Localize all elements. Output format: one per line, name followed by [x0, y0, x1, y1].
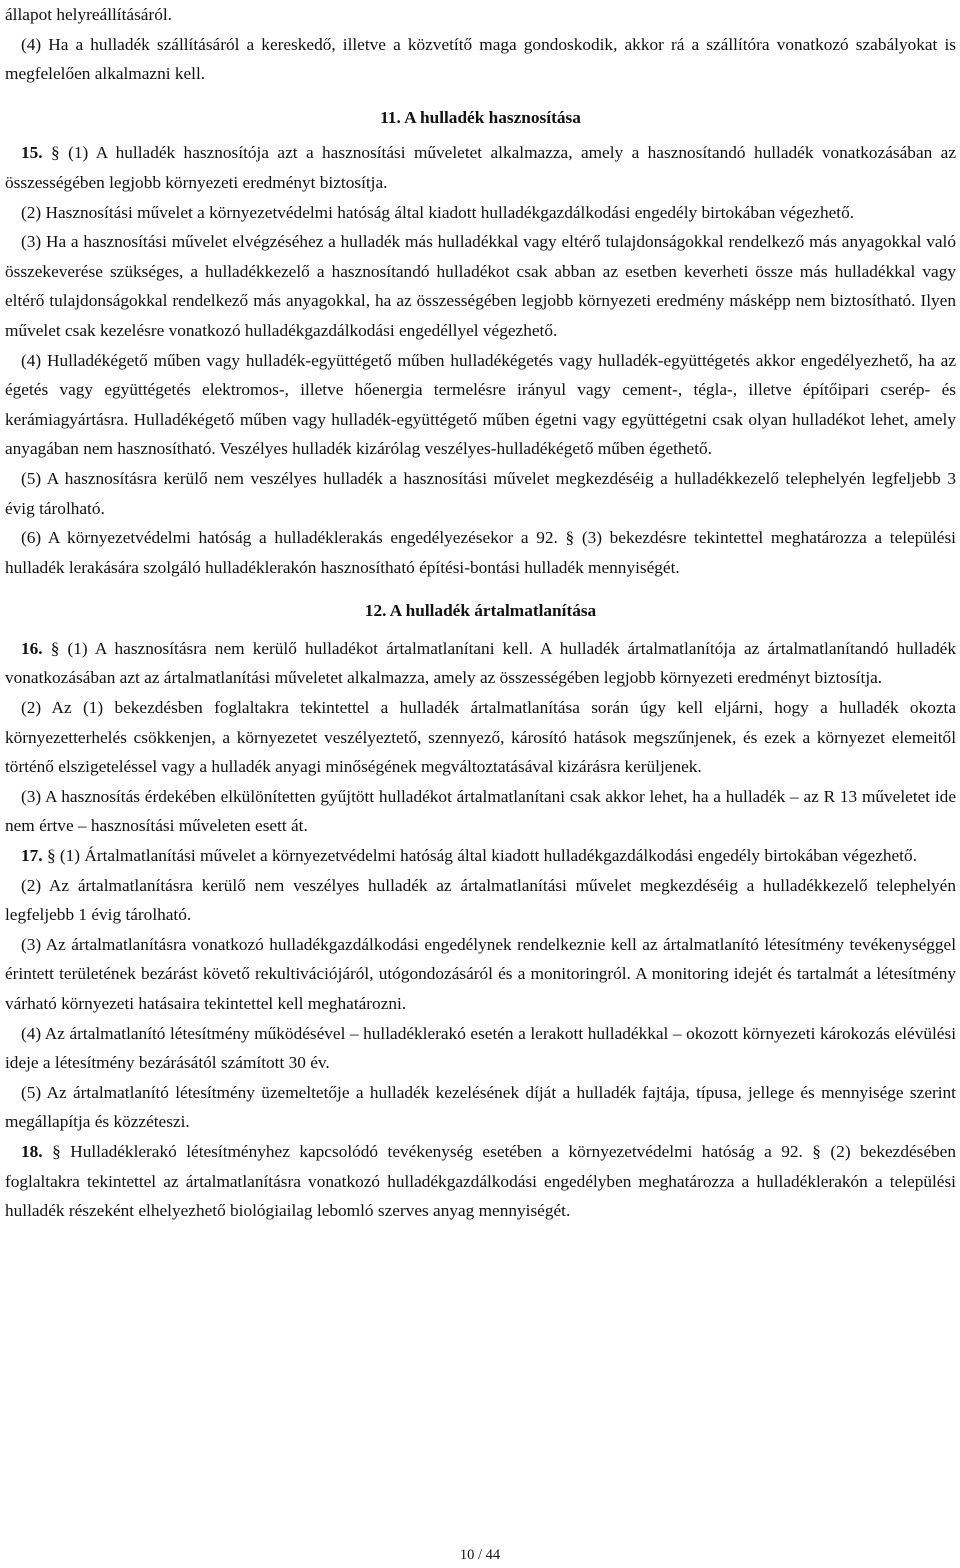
section-16-paragraph-1 [5, 634, 956, 693]
section-sign: § [52, 1141, 61, 1161]
section-sign: § [51, 143, 60, 163]
section-17-paragraph-4: (4) Az ártalmatlanító létesítmény működésével – hulladéklerakó esetén a lerakott hulladékkal – okozott környezeti károkozás elévülési ideje a létesítmény bezárásától számított 30 év. [5, 1023, 956, 1073]
section-17-paragraph-2: (2) Az ártalmatlanításra kerülő nem veszélyes hulladék az ártalmatlanítási művelet megkezdéséig a hulladékkezelő telephelyén legfeljebb 1 évig tárolható. [5, 875, 956, 925]
paragraph-text: Hulladéklerakó létesítményhez kapcsolódó tevékenység esetében a környezetvédelmi hatóság a 92. § (2) bekezdésében foglaltakra tekintettel az ártalmatlanításra vonatkozó hulladékgazdálkodási engedélyben meghatározza a hulladéklerakón a települési hulladék részeként elhelyezhető biológiailag lebomló szerves anyag mennyiségét. [5, 1141, 956, 1221]
section-15-paragraph-3: (3) Ha a hasznosítási művelet elvégzéséhez a hulladék más hulladékkal vagy eltérő tulajdonságokkal rendelkező más anyagokkal való összekeverése szükséges, a hulladékkezelő a hasznosítandó hulladékot csak abban az esetben keverheti össze más hulladékkal vagy eltérő tulajdonságokkal rendelkező más anyagokkal, ha az összességében legjobb környezeti eredmény másképp nem biztosítható. Ilyen művelet csak kezelésre vonatkozó hulladékgazdálkodási engedéllyel végezhető. [5, 232, 956, 340]
section-17-paragraph-5: (5) Az ártalmatlanító létesítmény üzemeltetője a hulladék kezelésének díját a hulladék fajtája, típusa, jellege és mennyisége szerint megállapítja és közzéteszi. [5, 1082, 956, 1132]
chapter-heading-12: 12. A hulladék ártalmatlanítása [364, 601, 597, 621]
section-15-paragraph-6: (6) A környezetvédelmi hatóság a hulladéklerakás engedélyezésekor a 92. § (3) bekezdésre tekintettel meghatározza a települési hulladék lerakására szolgáló hulladéklerakón hasznosítható építési-bontási hulladék mennyiségét. [5, 528, 956, 577]
section-17-paragraph-3: (3) Az ártalmatlanításra vonatkozó hulladékgazdálkodási engedélynek rendelkeznie kell az ártalmatlanító létesítmény tevékenységgel érintett területének bezárást követő rekultivációjáról, utógondozásáról és a monitoringról. A monitoring idejét és tartalmát a létesítmény várható környezeti hatásaira tekintettel kell meghatározni. [5, 934, 956, 1013]
paragraph-previous-4: (4) Ha a hulladék szállításáról a kereskedő, illetve a közvetítő maga gondoskodik, akkor rá a szállítóra vonatkozó szabályokat is megfelelően alkalmazni kell. [5, 34, 956, 84]
paragraph-text: (1) A hulladék hasznosítója azt a hasznosítási műveletet alkalmazza, amely a hasznosítandó hulladék vonatkozásában az összességében legjobb környezeti eredményt biztosítja. [5, 143, 957, 192]
section-15-paragraph-5: (5) A hasznosításra kerülő nem veszélyes hulladék a hasznosítási művelet megkezdéséig a hulladékkezelő telephelyén legfeljebb 3 évig tárolható. [5, 468, 956, 518]
section-sign: § [50, 638, 60, 658]
section-number: 17. [21, 846, 43, 866]
section-16-paragraph-3: (3) A hasznosítás érdekében elkülönítetten gyűjtött hulladékot ártalmatlanítani csak akkor lehet, ha a hulladék – az R 13 műveletet ide nem értve – hasznosítási műveleten esett át. [5, 786, 956, 836]
section-number: 16. [21, 638, 43, 658]
section-17-paragraph-1 [5, 841, 956, 871]
section-number: 18. [21, 1141, 43, 1161]
section-sign: § [46, 846, 56, 866]
section-number: 15. [21, 143, 43, 163]
section-18-paragraph-1 [5, 1137, 956, 1226]
section-16-paragraph-2: (2) Az (1) bekezdésben foglaltakra tekintettel a hulladék ártalmatlanítása során úgy kell eljárni, hogy a hulladék okozta környezetterhelés csökkenjen, a környezetet veszélyeztető, szennyező, károsító hatások megszűnjenek, és ezek a környezet elemeitől történő elszigeteléssel vagy a hulladék anyagi minőségének megváltoztatásával kizárásra kerüljenek. [5, 698, 956, 777]
section-15-paragraph-4: (4) Hulladékégető műben vagy hulladék-együttégető műben hulladékégetés vagy hulladék-együttégetés akkor engedélyezhető, ha az égetés vagy együttégetés elektromos-, illetve hőenergia termelésre irányul vagy cement-, tégla-, illetve építőipari cserép- és kerámiagyártásra. Hulladékégető műben vagy hulladék-együttégető műben égetni vagy együttégetni csak olyan hulladékot lehet, amely anyagában nem hasznosítható. Veszélyes hulladék kizárólag veszélyes-hulladékégető műben égethető. [5, 350, 956, 459]
section-15-paragraph-2: (2) Hasznosítási művelet a környezetvédelmi hatóság által kiadott hulladékgazdálkodási engedély birtokában végezhető. [21, 202, 855, 222]
document-page [5, 0, 956, 1226]
paragraph-text: (1) A hasznosításra nem kerülő hulladékot ártalmatlanítani kell. A hulladék ártalmatlanítója az ártalmatlanítandó hulladék vonatkozásában azt az ártalmatlanítási műveletet alkalmazza, amely az összességében legjobb környezeti eredményt biztosítja. [5, 638, 956, 688]
paragraph-text: (1) Ártalmatlanítási művelet a környezetvédelmi hatóság által kiadott hulladékgazdálkodási engedély birtokában végezhető. [59, 846, 917, 866]
chapter-heading-11: 11. A hulladék hasznosítása [380, 107, 581, 127]
continuation-line: állapot helyreállításáról. [5, 5, 172, 24]
section-15-paragraph-1 [5, 138, 956, 197]
page-number: 10 / 44 [459, 1547, 501, 1563]
